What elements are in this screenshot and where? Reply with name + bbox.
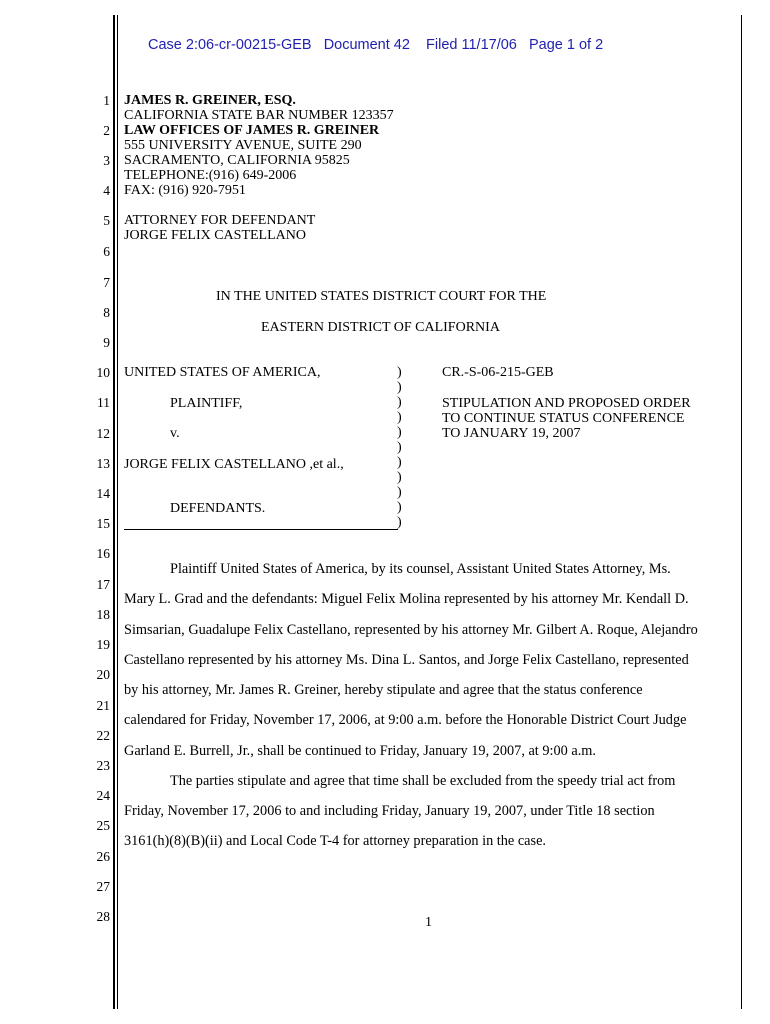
- plaintiff-name: UNITED STATES OF AMERICA,: [124, 365, 321, 380]
- left-margin-rule-outer: [113, 15, 115, 1009]
- line-number: 18: [96, 607, 110, 622]
- line-number: 2: [103, 123, 110, 138]
- line-number: 24: [96, 788, 110, 803]
- caption-paren: ): [397, 485, 402, 500]
- line-number: 4: [103, 183, 110, 198]
- body-line: by his attorney, Mr. James R. Greiner, hereby stipulate and agree that the status conference: [124, 682, 643, 698]
- plaintiff-role: PLAINTIFF,: [170, 396, 243, 411]
- line-number: 14: [96, 486, 110, 501]
- line-number: 16: [96, 546, 110, 561]
- line-number: 19: [96, 637, 110, 652]
- body-line: Plaintiff United States of America, by its counsel, Assistant United States Attorney, Ms.: [170, 561, 671, 577]
- line-number: 5: [103, 213, 110, 228]
- office-city: SACRAMENTO, CALIFORNIA 95825: [124, 153, 350, 168]
- body-line: 3161(h)(8)(B)(ii) and Local Code T-4 for attorney preparation in the case.: [124, 833, 547, 849]
- caption-underline: [124, 529, 398, 530]
- line-number: 23: [96, 758, 110, 773]
- document-title-line1: STIPULATION AND PROPOSED ORDER: [442, 396, 691, 411]
- law-office-name: LAW OFFICES OF JAMES R. GREINER: [124, 123, 380, 138]
- caption-paren: ): [397, 395, 402, 410]
- office-telephone: TELEPHONE:(916) 649-2006: [124, 168, 297, 183]
- line-number: 11: [97, 395, 110, 410]
- body-line: Castellano represented by his attorney Ms. Dina L. Santos, and Jorge Felix Castellano, represented: [124, 652, 689, 668]
- body-line: Friday, November 17, 2006 to and including Friday, January 19, 2007, under Title 18 section: [124, 803, 655, 819]
- line-number: 12: [96, 426, 110, 441]
- caption-paren: ): [397, 380, 402, 395]
- line-number: 27: [96, 879, 110, 894]
- caption-paren: ): [397, 410, 402, 425]
- body-line: Garland E. Burrell, Jr., shall be continued to Friday, January 19, 2007, at 9:00 a.m.: [124, 743, 596, 759]
- line-number: 25: [96, 818, 110, 833]
- court-heading-line1: IN THE UNITED STATES DISTRICT COURT FOR THE: [216, 289, 547, 304]
- left-margin-rule-inner: [117, 15, 118, 1009]
- line-number: 7: [103, 275, 110, 290]
- caption-paren: ): [397, 440, 402, 455]
- line-number: 15: [96, 516, 110, 531]
- office-fax: FAX: (916) 920-7951: [124, 183, 246, 198]
- line-number: 28: [96, 909, 110, 924]
- line-number: 21: [96, 698, 110, 713]
- attorney-name: JAMES R. GREINER, ESQ.: [124, 93, 296, 108]
- office-street: 555 UNIVERSITY AVENUE, SUITE 290: [124, 138, 362, 153]
- body-line: Simsarian, Guadalupe Felix Castellano, represented by his attorney Mr. Gilbert A. Roque, Alejandro: [124, 622, 698, 638]
- attorney-for-client: JORGE FELIX CASTELLANO: [124, 228, 306, 243]
- filing-header-stamp: Case 2:06-cr-00215-GEB Document 42 Filed 11/17/06 Page 1 of 2: [148, 37, 604, 53]
- line-number: 26: [96, 849, 110, 864]
- caption-paren: ): [397, 365, 402, 380]
- line-number: 13: [96, 456, 110, 471]
- defendant-name: JORGE FELIX CASTELLANO ,et al.,: [124, 457, 344, 472]
- caption-paren: ): [397, 425, 402, 440]
- court-heading-line2: EASTERN DISTRICT OF CALIFORNIA: [261, 320, 500, 335]
- defendant-role: DEFENDANTS.: [170, 501, 266, 516]
- line-number: 20: [96, 667, 110, 682]
- caption-paren: ): [397, 515, 402, 530]
- body-line: calendared for Friday, November 17, 2006, at 9:00 a.m. before the Honorable District Court Judge: [124, 712, 687, 728]
- versus-label: v.: [170, 426, 180, 441]
- case-number: CR.-S-06-215-GEB: [442, 365, 554, 380]
- page-number: 1: [425, 915, 432, 930]
- caption-paren: ): [397, 470, 402, 485]
- caption-paren: ): [397, 455, 402, 470]
- body-line: The parties stipulate and agree that time shall be excluded from the speedy trial act from: [170, 773, 676, 789]
- attorney-bar-number: CALIFORNIA STATE BAR NUMBER 123357: [124, 108, 394, 123]
- line-number: 22: [96, 728, 110, 743]
- body-line: Mary L. Grad and the defendants: Miguel Felix Molina represented by his attorney Mr. Kendall D.: [124, 591, 689, 607]
- line-number: 8: [103, 305, 110, 320]
- line-number: 1: [103, 93, 110, 108]
- line-number: 6: [103, 244, 110, 259]
- right-margin-rule: [741, 15, 742, 1009]
- document-title-line2: TO CONTINUE STATUS CONFERENCE: [442, 411, 685, 426]
- line-number: 10: [96, 365, 110, 380]
- document-title-line3: TO JANUARY 19, 2007: [442, 426, 581, 441]
- line-number: 9: [103, 335, 110, 350]
- caption-paren: ): [397, 500, 402, 515]
- line-number: 17: [96, 577, 110, 592]
- line-number: 3: [103, 153, 110, 168]
- attorney-for-label: ATTORNEY FOR DEFENDANT: [124, 213, 316, 228]
